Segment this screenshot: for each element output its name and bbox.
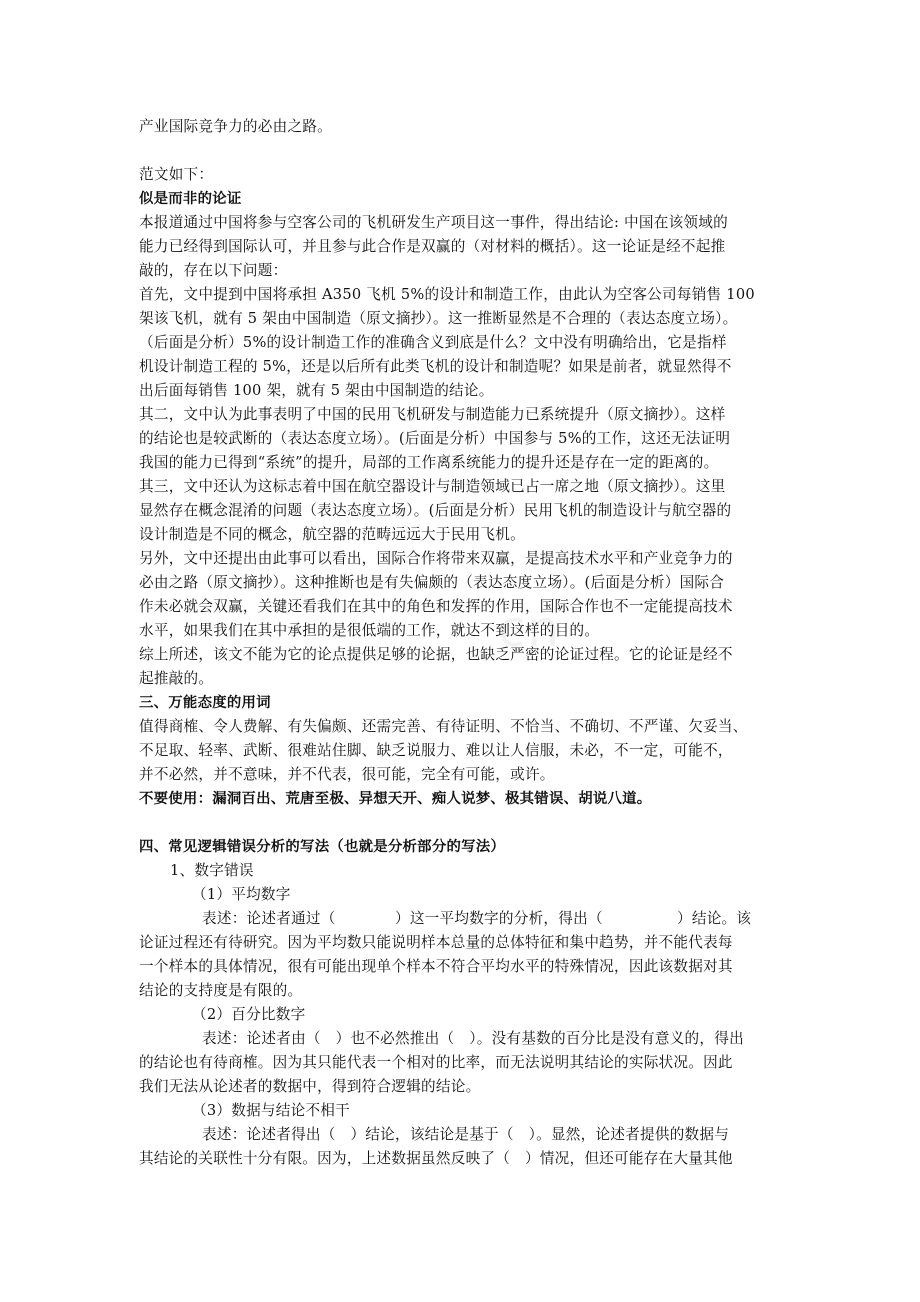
- text-line: 敲的，存在以下问题：: [139, 262, 288, 279]
- text-line: 的结论也有待商榷。因为其只能代表一个相对的比率，而无法说明其结论的实际状况。因此: [139, 1054, 733, 1071]
- subsection-heading: （2）百分比数字: [192, 1006, 306, 1023]
- text-line: 架该飞机，就有 5 架由中国制造（原文摘抄）。这一推断显然是不合理的（表达态度立场）。: [139, 310, 738, 327]
- text-line: 论证过程还有待研究。因为平均数只能说明样本总量的总体特征和集中趋势，并不能代表每: [139, 934, 733, 951]
- text-line: 能力已经得到国际认可，并且参与此合作是双赢的（对材料的概括）。这一论证是经不起推: [139, 238, 726, 255]
- text-line: 一个样本的具体情况，很有可能出现单个样本不符合平均水平的特殊情况，因此该数据对其: [139, 958, 733, 975]
- text-line: 的结论也是较武断的（表达态度立场）。(后面是分析）中国参与 5%的工作，这还无法证明: [139, 430, 731, 447]
- bold-note: 不要使用：漏洞百出、荒唐至极、异想天开、痴人说梦、极其错误、胡说八道。: [139, 791, 652, 807]
- section-heading: 四、常见逻辑错误分析的写法（也就是分析部分的写法）: [139, 839, 506, 855]
- text-line: 其结论的关联性十分有限。因为，上述数据虽然反映了（ ）情况，但还可能存在大量其他: [139, 1150, 733, 1167]
- text-line: 表述：论述者得出（ ）结论，该结论是基于（ ）。显然，论述者提供的数据与: [202, 1126, 730, 1143]
- text-line: 出后面每销售 100 架，就有 5 架由中国制造的结论。: [139, 382, 494, 399]
- text-line: （后面是分析）5%的设计制造工作的准确含义到底是什么？文中没有明确给出，它是指样: [139, 334, 727, 351]
- text-line: 首先，文中提到中国将承担 A350 飞机 5%的设计和制造工作，由此认为空客公司每销售 100: [139, 286, 755, 303]
- text-line: 不足取、轻率、武断、很难站住脚、缺乏说服力、难以让人信服，未必，不一定，可能不，: [139, 742, 733, 759]
- text-line: 综上所述，该文不能为它的论点提供足够的论据，也缺乏严密的论证过程。它的论证是经不: [139, 646, 733, 663]
- text-line: 必由之路（原文摘抄）。这种推断也是有失偏颇的（表达态度立场）。(后面是分析）国际合: [139, 574, 725, 591]
- text-line: 我们无法从论述者的数据中，得到符合逻辑的结论。: [139, 1078, 481, 1095]
- text-line: 结论的支持度是有限的。: [139, 982, 303, 999]
- text-line: 本报道通过中国将参与空客公司的飞机研发生产项目这一事件，得出结论: 中国在该领域的: [139, 214, 728, 231]
- text-line: 产业国际竞争力的必由之路。: [139, 118, 332, 135]
- section-heading: 似是而非的论证: [139, 191, 242, 207]
- text-line: 设计制造是不同的概念，航空器的范畴远远大于民用飞机。: [139, 526, 525, 543]
- text-line: 水平，如果我们在其中承担的是很低端的工作，就达不到这样的目的。: [139, 622, 600, 639]
- text-line: 表述：论述者由（ ）也不必然推出（ ）。没有基数的百分比是没有意义的，得出: [202, 1030, 744, 1047]
- text-line: 起推敲的。: [139, 670, 214, 687]
- text-line: 范文如下：: [139, 166, 214, 183]
- text-line: 表述：论述者通过（ ）这一平均数字的分析，得出（ ）结论。该: [202, 910, 752, 927]
- subsection-heading: （1）平均数字: [192, 886, 291, 903]
- text-line: 作未必就会双赢，关键还看我们在其中的角色和发挥的作用，国际合作也不一定能提高技术: [139, 598, 733, 615]
- section-heading: 三、万能态度的用词: [139, 695, 271, 711]
- text-line: 显然存在概念混淆的问题（表达态度立场）。(后面是分析）民用飞机的制造设计与航空器的: [139, 502, 732, 519]
- text-line: 另外，文中还提出由此事可以看出，国际合作将带来双赢，是提高技术水平和产业竞争力的: [139, 550, 733, 567]
- subsection-heading: （3）数据与结论不相干: [192, 1102, 350, 1119]
- watermark: cn: [498, 600, 562, 658]
- text-line: 其二，文中认为此事表明了中国的民用飞机研发与制造能力已系统提升（原文摘抄）。这样: [139, 406, 726, 423]
- text-line: 机设计制造工程的 5%，还是以后所有此类飞机的设计和制造呢？如果是前者，就显然得不: [139, 358, 732, 375]
- text-line: 值得商榷、令人费解、有失偏颇、还需完善、有待证明、不恰当、不确切、不严谨、欠妥当、: [139, 718, 748, 735]
- text-line: 并不必然，并不意味，并不代表，很可能，完全有可能，或许。: [139, 766, 555, 783]
- text-line: 其三，文中还认为这标志着中国在航空器设计与制造领域已占一席之地（原文摘抄）。这里: [139, 478, 726, 495]
- text-line: 我国的能力已得到“系统”的提升，局部的工作离系统能力的提升还是存在一定的距离的。: [139, 454, 719, 471]
- subsection-heading: 1、数字错误: [170, 862, 254, 879]
